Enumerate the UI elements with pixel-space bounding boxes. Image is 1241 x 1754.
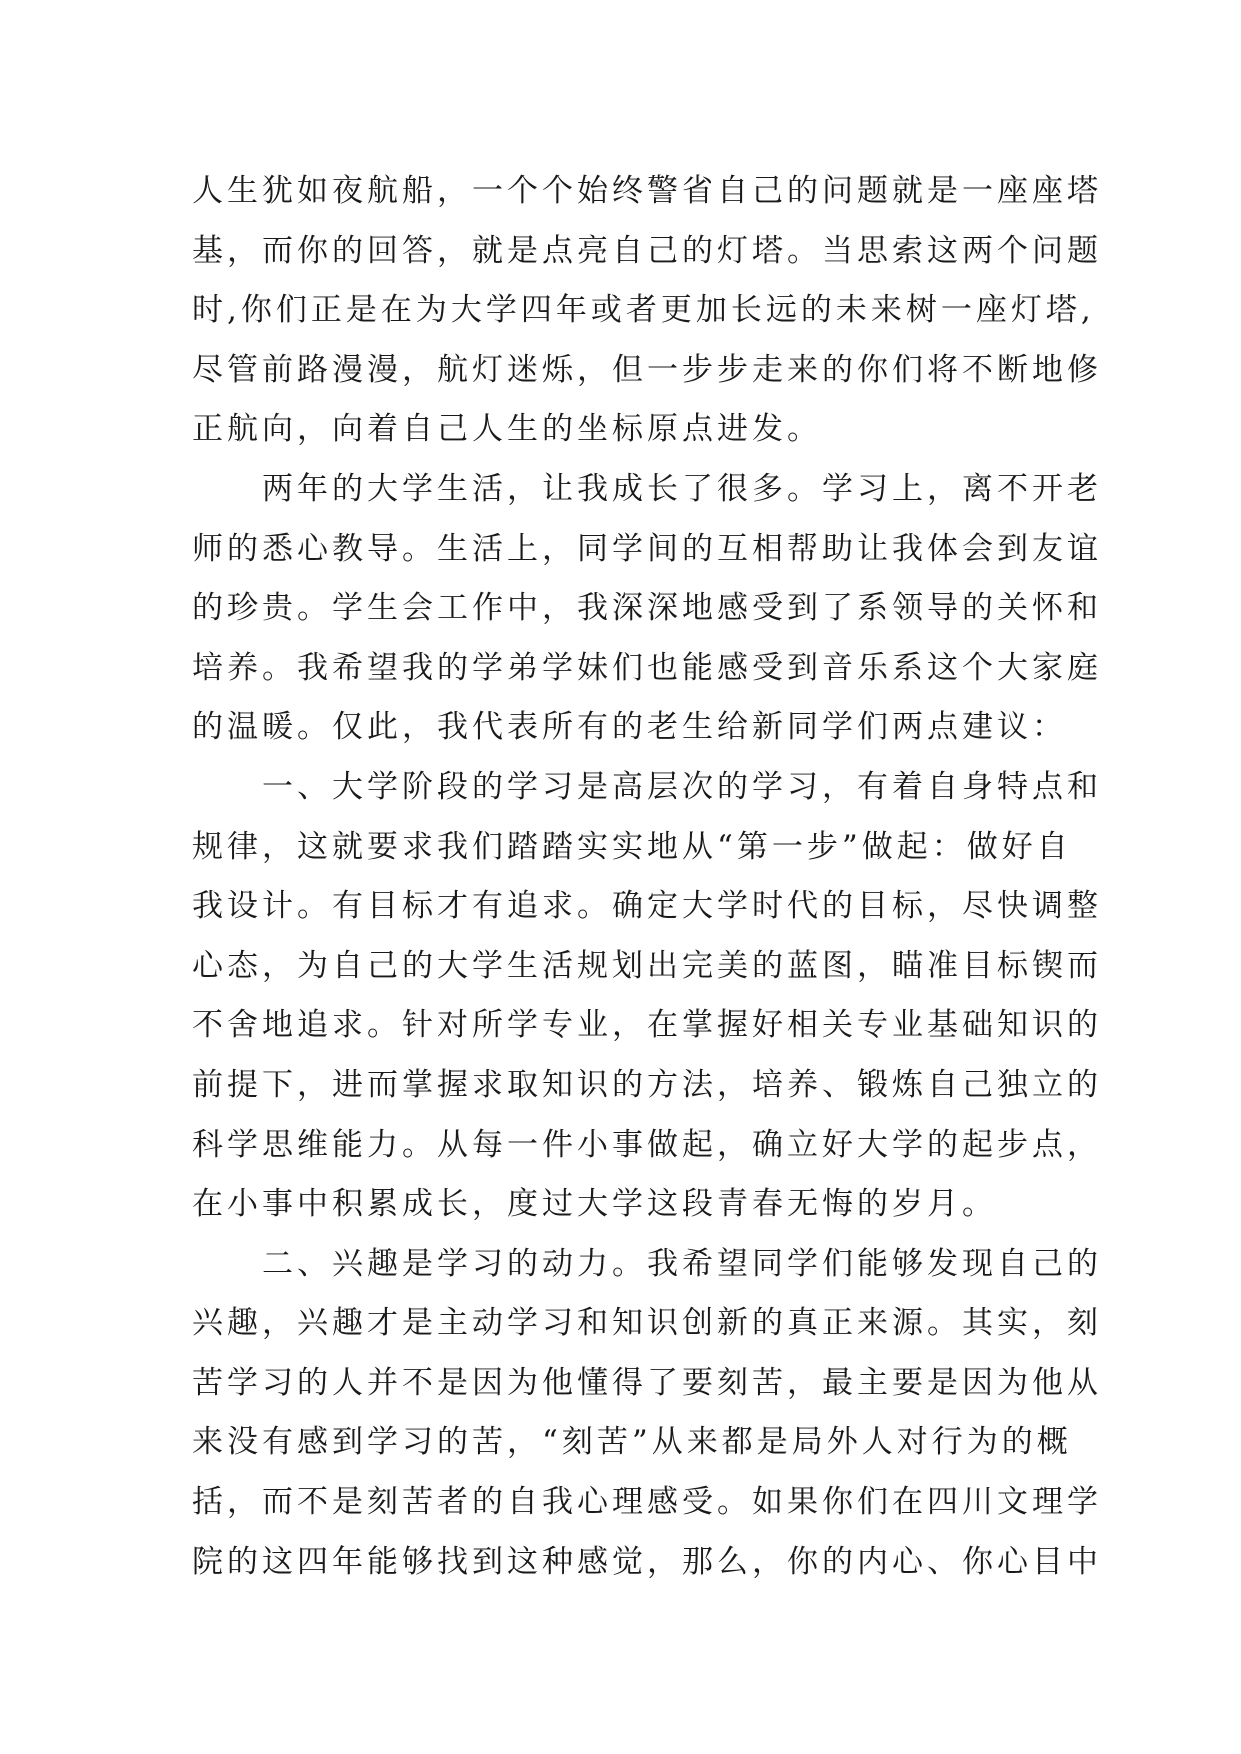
paragraph-start-line: 二、兴趣是学习的动力。我希望同学们能够发现自己的 [192,1245,1102,1282]
text-line: 正航向，向着自己人生的坐标原点进发。 [192,411,822,448]
text-line: 规律，这就要求我们踏踏实实地从“第一步”做起：做好自 [192,828,1072,865]
text-line: 师的悉心教导。生活上，同学间的互相帮助让我体会到友谊 [192,530,1102,567]
text-line: 来没有感到学习的苦，“刻苦”从来都是局外人对行为的概 [192,1424,1072,1461]
text-line: 括，而不是刻苦者的自我心理感受。如果你们在四川文理学 [192,1484,1102,1521]
paragraph-start-line: 一、大学阶段的学习是高层次的学习，有着自身特点和 [192,768,1102,805]
text-line: 的温暖。仅此，我代表所有的老生给新同学们两点建议： [192,709,1067,746]
body-text [192,162,1102,1592]
text-line: 在小事中积累成长，度过大学这段青春无悔的岁月。 [192,1186,997,1223]
text-line: 兴趣，兴趣才是主动学习和知识创新的真正来源。其实，刻 [192,1305,1102,1342]
text-line: 苦学习的人并不是因为他懂得了要刻苦，最主要是因为他从 [192,1364,1102,1401]
text-line: 我设计。有目标才有追求。确定大学时代的目标，尽快调整 [192,888,1102,925]
text-line: 尽管前路漫漫，航灯迷烁，但一步步走来的你们将不断地修 [192,351,1102,388]
text-line: 不舍地追求。针对所学专业，在掌握好相关专业基础知识的 [192,1007,1102,1044]
text-line: 时,你们正是在为大学四年或者更加长远的未来树一座灯塔, [192,292,1095,329]
text-line: 培养。我希望我的学弟学妹们也能感受到音乐系这个大家庭 [192,649,1102,686]
text-line: 基，而你的回答，就是点亮自己的灯塔。当思索这两个问题 [192,232,1102,269]
text-line: 的珍贵。学生会工作中，我深深地感受到了系领导的关怀和 [192,590,1102,627]
text-line: 科学思维能力。从每一件小事做起，确立好大学的起步点， [192,1126,1102,1163]
text-line: 人生犹如夜航船，一个个始终警省自己的问题就是一座座塔 [192,173,1102,209]
text-line: 院的这四年能够找到这种感觉，那么，你的内心、你心目中 [192,1543,1102,1580]
paragraph-start-line: 两年的大学生活，让我成长了很多。学习上，离不开老 [192,470,1102,507]
text-line: 心态，为自己的大学生活规划出完美的蓝图，瞄准目标锲而 [192,947,1102,984]
text-line: 前提下，进而掌握求取知识的方法，培养、锻炼自己独立的 [192,1066,1102,1103]
